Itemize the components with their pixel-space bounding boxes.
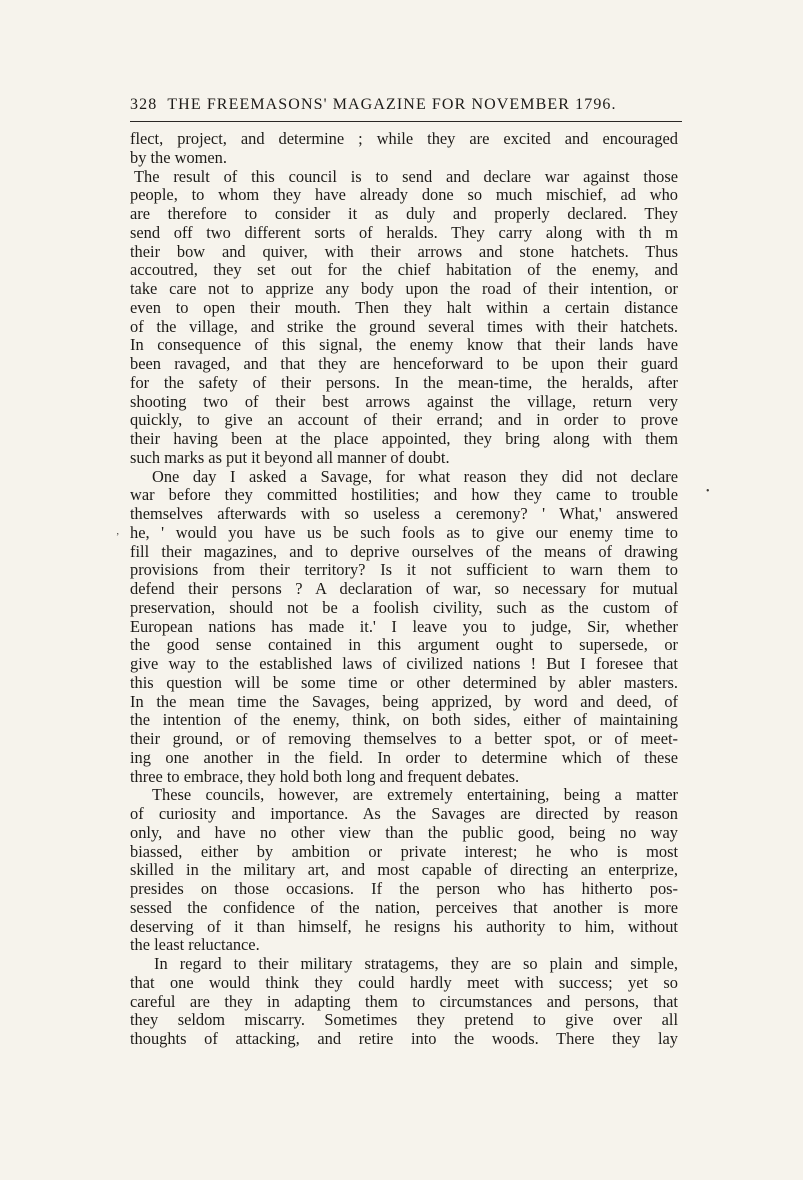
text-line: this question will be some time or other determined by abler masters. (130, 672, 678, 692)
text-line: deserving of it than himself, he resigns his authority to him, without (130, 916, 678, 936)
paragraph-start-line: In regard to their military stratagems, they are so plain and simple, (154, 954, 678, 973)
text-line: accoutred, they set out for the chief habitation of the enemy, and (130, 260, 678, 280)
text-line: take care not to apprize any body upon the road of their intention, or (130, 279, 678, 298)
text-line: of the village, and strike the ground several times with their hatchets. (130, 316, 678, 336)
text-line: the least reluctance. (130, 935, 260, 955)
text-line: biassed, either by ambition or private interest; he who is most (130, 841, 678, 861)
text-line: sessed the confidence of the nation, perceives that another is more (130, 897, 678, 917)
text-line: defend their persons ? A declaration of war, so necessary for mutual (130, 579, 678, 598)
text-line: war before they committed hostilities; and how they came to trouble (130, 485, 678, 505)
text-line: flect, project, and determine ; while they are excited and encouraged (130, 129, 678, 148)
text-line: European nations has made it.' I leave you to judge, Sir, whether (130, 616, 678, 636)
running-header (130, 96, 682, 118)
paragraph-start-line: The result of this council is to send and declare war against those (134, 166, 678, 186)
article-text (130, 130, 678, 1049)
page-number: 328 (130, 96, 158, 113)
text-line: their ground, or of removing themselves to a better spot, or of meet- (130, 729, 678, 748)
text-line: their bow and quiver, with their arrows and stone hatchets. Thus (130, 241, 678, 261)
text-line: they seldom miscarry. Sometimes they pretend to give over all (130, 1010, 678, 1030)
text-line: of curiosity and importance. As the Savages are directed by reason (130, 804, 678, 823)
text-line: such marks as put it beyond all manner of doubt. (130, 447, 450, 467)
text-line: careful are they in adapting them to circumstances and persons, that (130, 991, 678, 1011)
margin-tick-mark: ʼ (116, 532, 120, 543)
text-line: send off two different sorts of heralds. They carry along with th m (130, 222, 678, 242)
text-line: their having been at the place appointed, they bring along with them (130, 429, 678, 448)
text-line: themselves afterwards with so useless a ceremony? ' What,' answered (130, 504, 678, 523)
text-line: by the women. (130, 147, 227, 167)
paragraph-start-line: One day I asked a Savage, for what reason they did not declare (152, 466, 678, 486)
running-title: THE FREEMASONS' MAGAZINE FOR NOVEMBER 1796. (167, 96, 617, 113)
text-line: shooting two of their best arrows against the village, return very (130, 391, 678, 411)
text-line: that one would think they could hardly meet with success; yet so (130, 972, 678, 992)
text-line: for the safety of their persons. In the mean-time, the heralds, after (130, 372, 678, 392)
text-line: quickly, to give an account of their errand; and in order to prove (130, 410, 678, 430)
text-line: even to open their mouth. Then they halt within a certain distance (130, 297, 678, 317)
text-line: ing one another in the field. In order to determine which of these (130, 747, 678, 767)
text-line: people, to whom they have already done so much mischief, ad who (130, 185, 678, 205)
paragraph-start-line: These councils, however, are extremely entertaining, being a matter (152, 785, 678, 805)
text-line: preservation, should not be a foolish civility, such as the custom of (130, 597, 678, 617)
text-line: In the mean time the Savages, being apprized, by word and deed, of (130, 691, 678, 711)
header-rule (130, 121, 682, 122)
text-line: the intention of the enemy, think, on both sides, either of maintaining (130, 710, 678, 730)
text-line: he, ' would you have us be such fools as to give our enemy time to (130, 522, 678, 542)
margin-dot-mark: • (706, 486, 710, 497)
text-line: presides on those occasions. If the person who has hitherto pos- (130, 879, 678, 898)
text-line: the good sense contained in this argument ought to supersede, or (130, 635, 678, 655)
text-line: been ravaged, and that they are henceforward to be upon their guard (130, 354, 678, 373)
text-line: fill their magazines, and to deprive ourselves of the means of drawing (130, 541, 678, 561)
text-line: only, and have no other view than the public good, being no way (130, 822, 678, 842)
text-line: are therefore to consider it as duly and properly declared. They (130, 204, 678, 223)
text-line: three to embrace, they hold both long and frequent debates. (130, 766, 520, 786)
text-line: In consequence of this signal, the enemy know that their lands have (130, 335, 678, 355)
text-line: skilled in the military art, and most capable of directing an enterprize, (130, 860, 678, 880)
text-line: give way to the established laws of civilized nations ! But I foresee that (130, 654, 678, 673)
text-line: provisions from their territory? Is it not sufficient to warn them to (130, 560, 678, 580)
text-line: thoughts of attacking, and retire into the woods. There they lay (130, 1029, 678, 1048)
